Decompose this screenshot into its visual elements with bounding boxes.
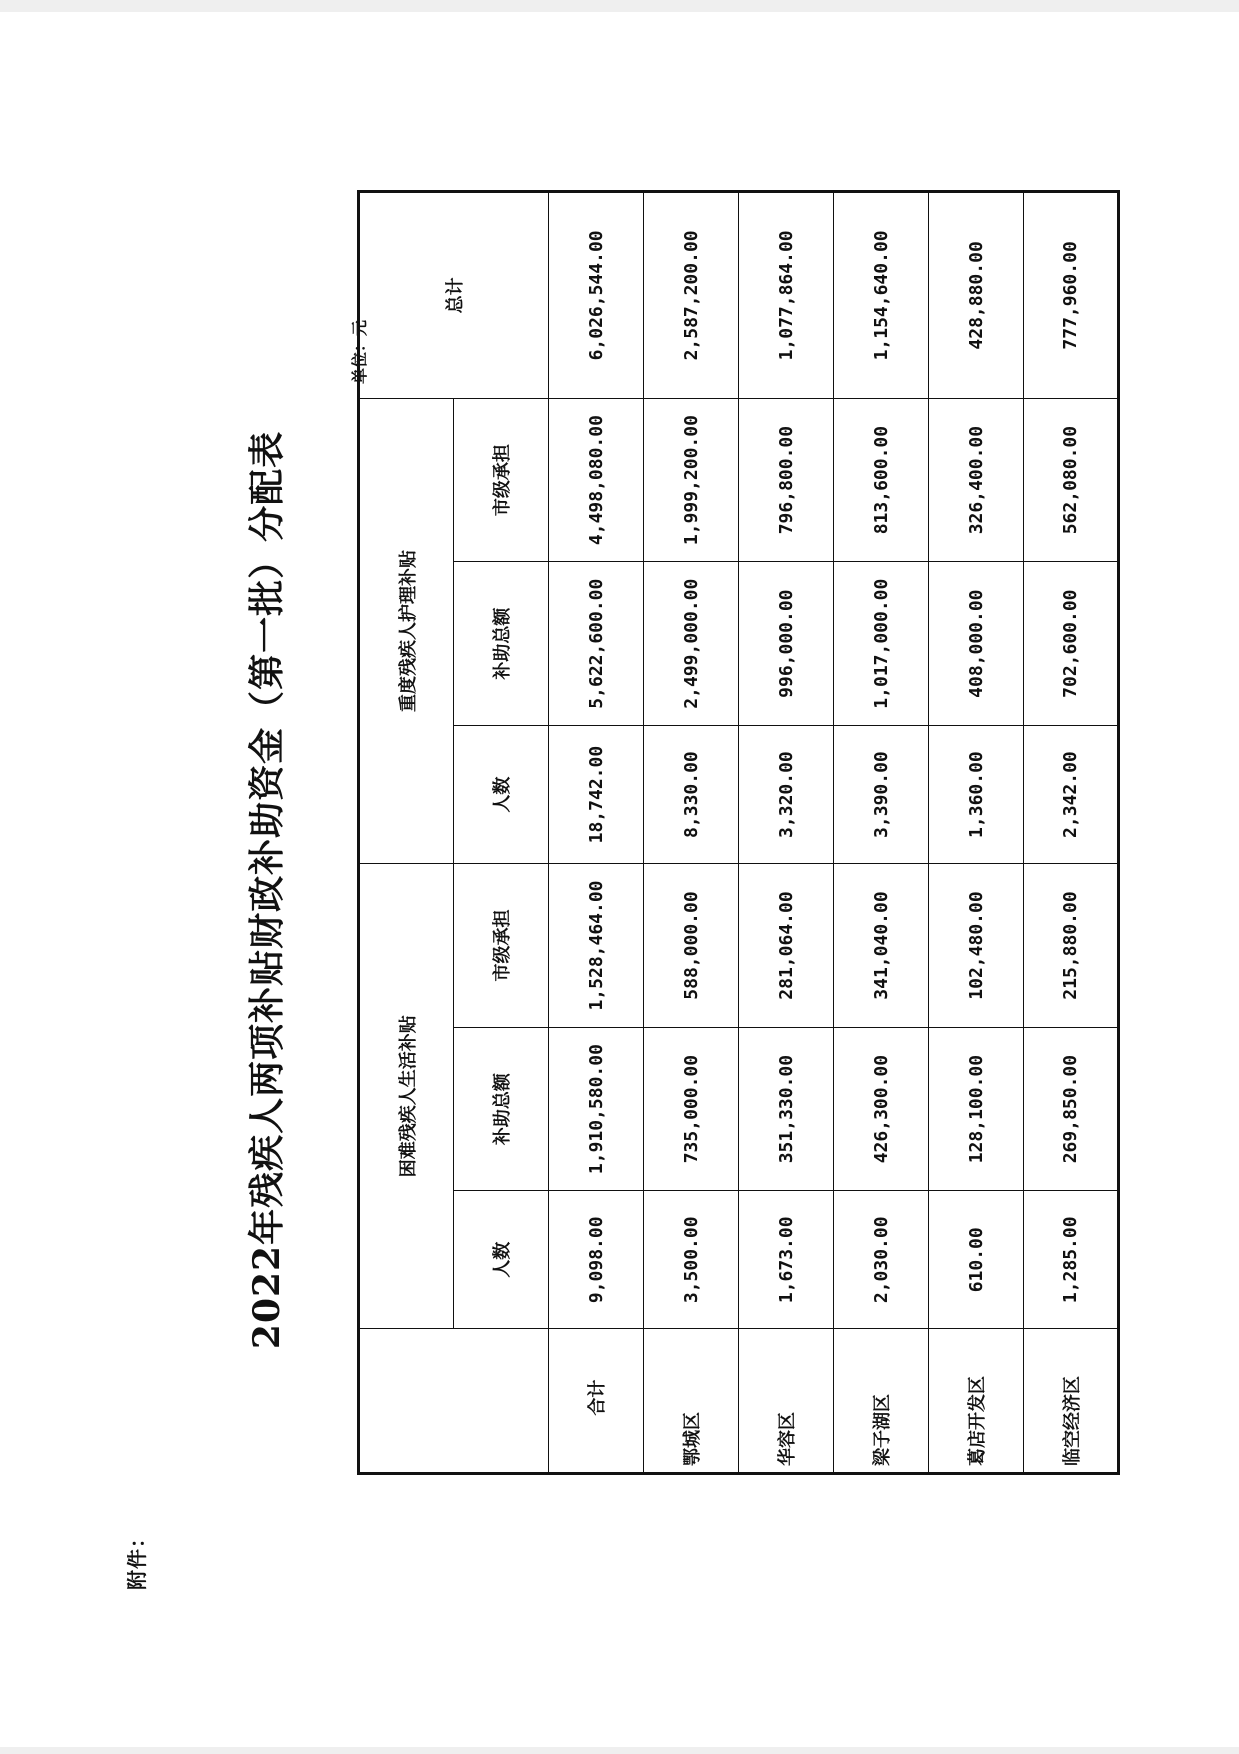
table-row [549, 192, 644, 1474]
living-count-cell: 9,098.00 [549, 1191, 644, 1329]
nursing-count-cell: 2,342.00 [1024, 725, 1119, 863]
living-city-cell: 102,480.00 [929, 864, 1024, 1028]
living-city-cell: 588,000.00 [644, 864, 739, 1028]
row-name: 华容区 [739, 1329, 834, 1474]
table-row [644, 192, 739, 1474]
living-total-cell: 128,100.00 [929, 1027, 1024, 1191]
nursing-total-cell: 996,000.00 [739, 562, 834, 726]
nursing-total-cell: 1,017,000.00 [834, 562, 929, 726]
nursing-count-cell: 1,360.00 [929, 725, 1024, 863]
living-city-header: 市级承担 [454, 864, 549, 1028]
living-group-header: 困难残疾人生活补贴 [359, 864, 454, 1329]
nursing-total-header: 补助总额 [454, 562, 549, 726]
row-name: 合计 [549, 1329, 644, 1474]
row-name: 梁子湖区 [834, 1329, 929, 1474]
row-name: 葛店开发区 [929, 1329, 1024, 1474]
total-header: 总计 [359, 192, 549, 399]
attachment-label: 附件： [125, 1527, 149, 1590]
total-cell: 777,960.00 [1024, 192, 1119, 399]
corner-cell [359, 1329, 549, 1474]
living-city-cell: 281,064.00 [739, 864, 834, 1028]
total-cell: 1,154,640.00 [834, 192, 929, 399]
allocation-table [357, 190, 1120, 1475]
nursing-count-cell: 3,320.00 [739, 725, 834, 863]
living-count-cell: 2,030.00 [834, 1191, 929, 1329]
nursing-count-cell: 3,390.00 [834, 725, 929, 863]
total-cell: 2,587,200.00 [644, 192, 739, 399]
group-header-row [359, 192, 454, 1474]
nursing-total-cell: 702,600.00 [1024, 562, 1119, 726]
living-count-cell: 3,500.00 [644, 1191, 739, 1329]
living-total-cell: 735,000.00 [644, 1027, 739, 1191]
living-total-cell: 426,300.00 [834, 1027, 929, 1191]
nursing-total-cell: 5,622,600.00 [549, 562, 644, 726]
living-total-cell: 269,850.00 [1024, 1027, 1119, 1191]
nursing-count-header: 人数 [454, 725, 549, 863]
nursing-group-header: 重度残疾人护理补贴 [359, 398, 454, 863]
nursing-city-cell: 4,498,080.00 [549, 398, 644, 562]
table-row [929, 192, 1024, 1474]
total-cell: 1,077,864.00 [739, 192, 834, 399]
nursing-city-cell: 813,600.00 [834, 398, 929, 562]
total-cell: 6,026,544.00 [549, 192, 644, 399]
nursing-total-cell: 408,000.00 [929, 562, 1024, 726]
total-cell: 428,880.00 [929, 192, 1024, 399]
living-city-cell: 215,880.00 [1024, 864, 1119, 1028]
living-city-cell: 1,528,464.00 [549, 864, 644, 1028]
nursing-city-cell: 796,800.00 [739, 398, 834, 562]
living-count-cell: 1,285.00 [1024, 1191, 1119, 1329]
table-row [739, 192, 834, 1474]
living-count-cell: 610.00 [929, 1191, 1024, 1329]
living-count-cell: 1,673.00 [739, 1191, 834, 1329]
living-city-cell: 341,040.00 [834, 864, 929, 1028]
table-row [834, 192, 929, 1474]
living-total-header: 补助总额 [454, 1027, 549, 1191]
nursing-city-cell: 326,400.00 [929, 398, 1024, 562]
row-name: 鄂城区 [644, 1329, 739, 1474]
unit-label: 单位：元 [350, 320, 369, 385]
page-title: 2022年残疾人两项补贴财政补助资金（第一批）分配表 [246, 430, 288, 1350]
living-total-cell: 1,910,580.00 [549, 1027, 644, 1191]
living-count-header: 人数 [454, 1191, 549, 1329]
document-page [0, 12, 1239, 1747]
nursing-city-cell: 562,080.00 [1024, 398, 1119, 562]
nursing-city-header: 市级承担 [454, 398, 549, 562]
rotated-content [119, 190, 1119, 1590]
nursing-count-cell: 8,330.00 [644, 725, 739, 863]
table-row [1024, 192, 1119, 1474]
row-name: 临空经济区 [1024, 1329, 1119, 1474]
nursing-total-cell: 2,499,000.00 [644, 562, 739, 726]
living-total-cell: 351,330.00 [739, 1027, 834, 1191]
nursing-city-cell: 1,999,200.00 [644, 398, 739, 562]
nursing-count-cell: 18,742.00 [549, 725, 644, 863]
